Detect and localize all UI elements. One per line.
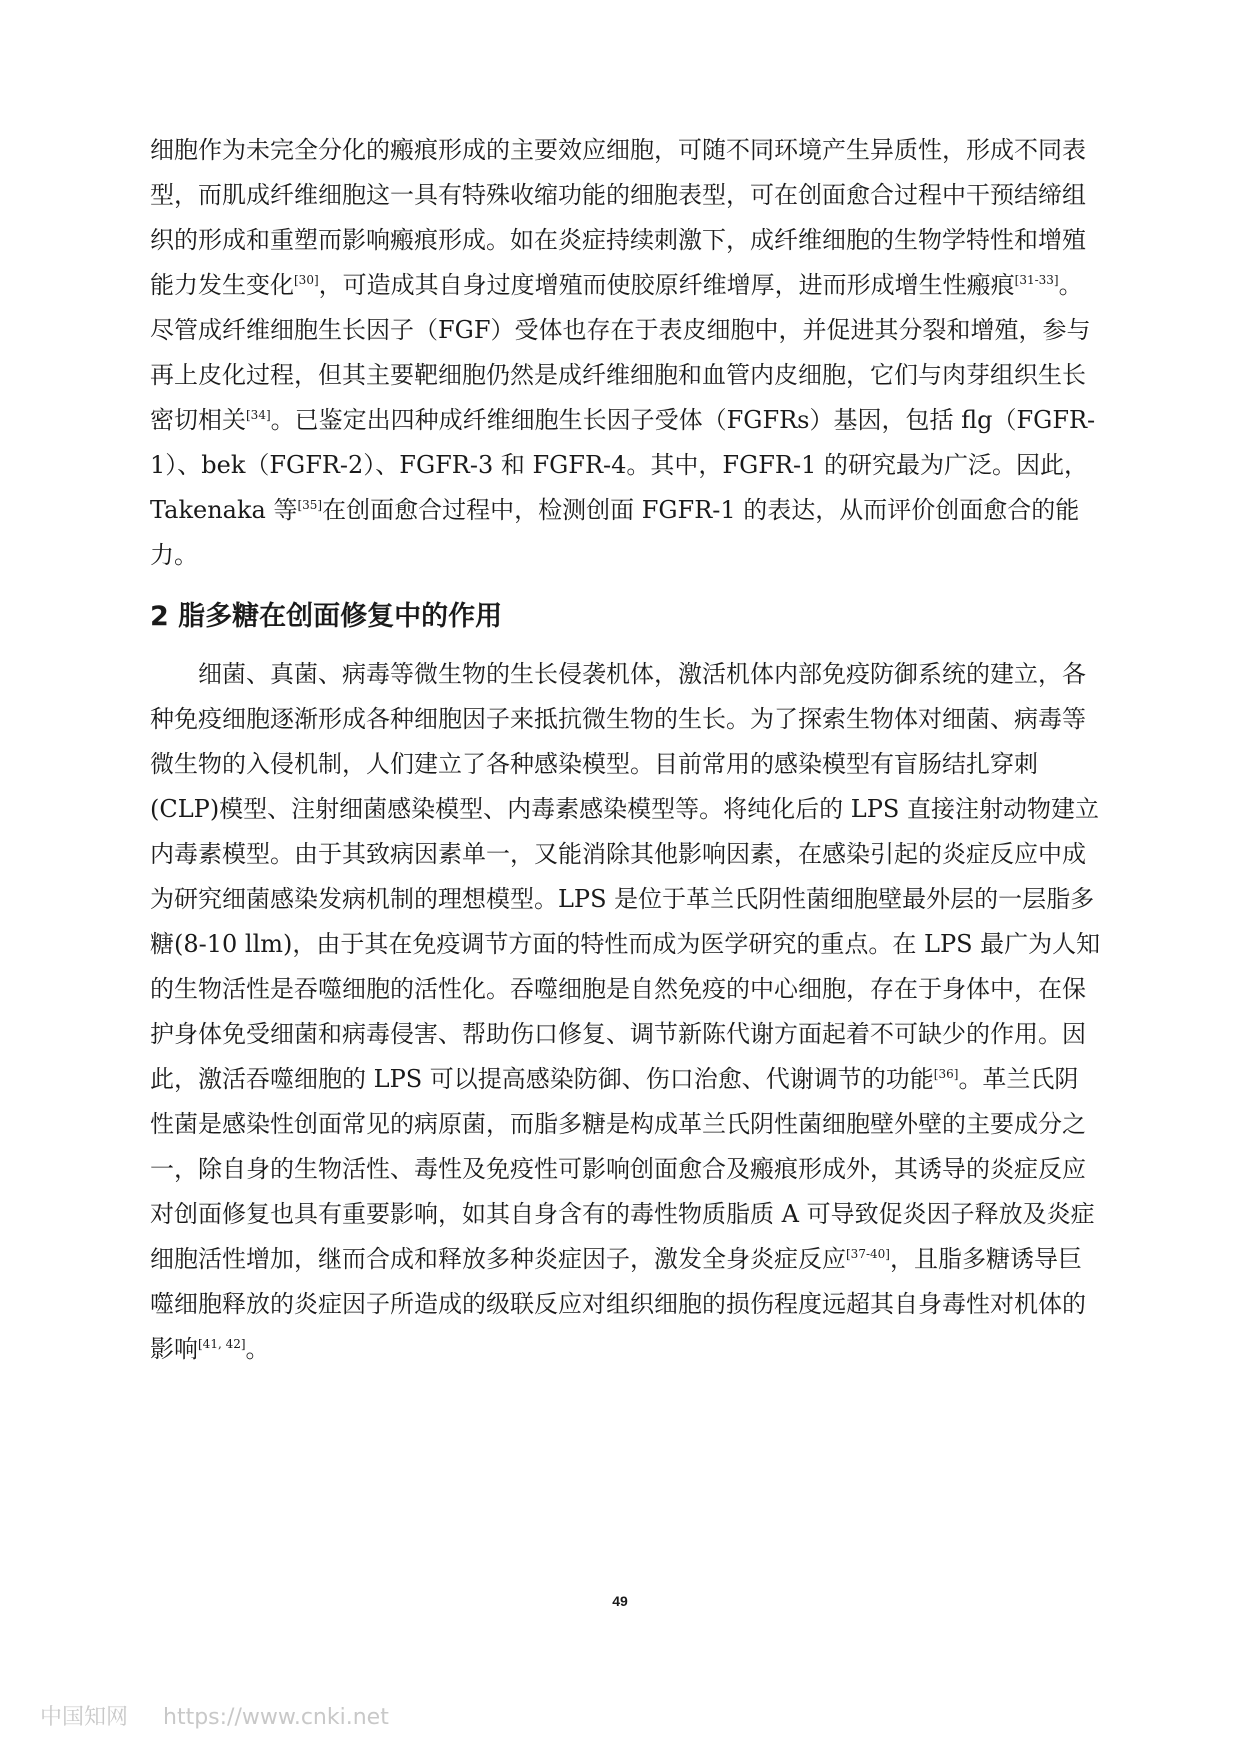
citation-35[interactable]: [35] — [297, 498, 323, 512]
text-run: ，且脂多糖诱导巨噬细胞释放的炎症因子所造成的级联反应对组织细胞的损伤程度远超其自身毒性对机体的影响 — [150, 1245, 1086, 1363]
text-run: ，可造成其自身过度增殖而使胶原纤维增厚，进而形成增生性瘢痕 — [318, 271, 1015, 299]
page-number: 49 — [612, 1593, 628, 1609]
text-run: 。 — [245, 1335, 270, 1363]
text-run: 。尽管成纤维细胞生长因子（FGF）受体也存在于表皮细胞中，并促进其分裂和增殖，参与再上皮化过程，但其主要靶细胞仍然是成纤维细胞和血管内皮细胞，它们与肉芽组织生长密切相关 — [150, 271, 1091, 434]
citation-41-42[interactable]: [41, 42] — [198, 1337, 246, 1351]
citation-31-33[interactable]: [31-33] — [1014, 273, 1059, 287]
citation-34[interactable]: [34] — [246, 408, 271, 422]
watermark — [40, 1700, 389, 1731]
watermark-brand: 中国知网 — [40, 1705, 129, 1730]
citation-37-40[interactable]: [37-40] — [846, 1247, 890, 1261]
text-run: 在创面愈合过程中，检测创面 FGFR-1 的表达，从而评价创面愈合的能力。 — [150, 496, 1080, 569]
text-run: 。革兰氏阴性菌是感染性创面常见的病原菌，而脂多糖是构成革兰氏阴性菌细胞壁外壁的主要成分之一，除自身的生物活性、毒性及免疫性可影响创面愈合及瘢痕形成外，其诱导的炎症反应对创面修复也具有重要影响，如其自身含有的毒性物质脂质 A 可导致促炎因子释放及炎症细胞活性增加，继而合成和释放多种炎症因子，激发全身炎症反应 — [150, 1065, 1095, 1273]
watermark-url: https://www.cnki.net — [163, 1705, 389, 1730]
text-run: 。已鉴定出四种成纤维细胞生长因子受体（FGFRs）基因，包括 flg（FGFR-1）、bek（FGFR-2）、FGFR-3 和 FGFR-4。其中，FGFR-1 的研究最为广泛。因此，Takenaka 等 — [150, 406, 1096, 524]
section-heading: 2 脂多糖在创面修复中的作用 — [150, 601, 503, 632]
citation-30[interactable]: [30] — [294, 273, 319, 287]
body-text — [150, 128, 1102, 1372]
text-run: 细胞作为未完全分化的瘢痕形成的主要效应细胞，可随不同环境产生异质性，形成不同表型，而肌成纤维细胞这一具有特殊收缩功能的细胞表型，可在创面愈合过程中干预结缔组织的形成和重塑而影响瘢痕形成。如在炎症持续刺激下，成纤维细胞的生物学特性和增殖能力发生变化 — [150, 136, 1086, 299]
paragraph-lps — [150, 652, 1102, 1372]
paragraph-fibroblasts — [150, 128, 1102, 578]
text-run: 细菌、真菌、病毒等微生物的生长侵袭机体，激活机体内部免疫防御系统的建立，各种免疫细胞逐渐形成各种细胞因子来抵抗微生物的生长。为了探索生物体对细菌、病毒等微生物的入侵机制，人们建立了各种感染模型。目前常用的感染模型有盲肠结扎穿刺(CLP)模型、注射细菌感染模型、内毒素感染模型等。将纯化后的 LPS 直接注射动物建立内毒素模型。由于其致病因素单一，又能消除其他影响因素，在感染引起的炎症反应中成为研究细菌感染发病机制的理想模型。LPS 是位于革兰氏阴性菌细胞壁最外层的一层脂多糖(8-10 llm)，由于其在免疫调节方面的特性而成为医学研究的重点。在 LPS 最广为人知的生物活性是吞噬细胞的活性化。吞噬细胞是自然免疫的中心细胞，存在于身体中，在保护身体免受细菌和病毒侵害、帮助伤口修复、调节新陈代谢方面起着不可缺少的作用。因此，激活吞噬细胞的 LPS 可以提高感染防御、伤口治愈、代谢调节的功能 — [150, 660, 1101, 1093]
citation-36[interactable]: [36] — [933, 1067, 959, 1081]
